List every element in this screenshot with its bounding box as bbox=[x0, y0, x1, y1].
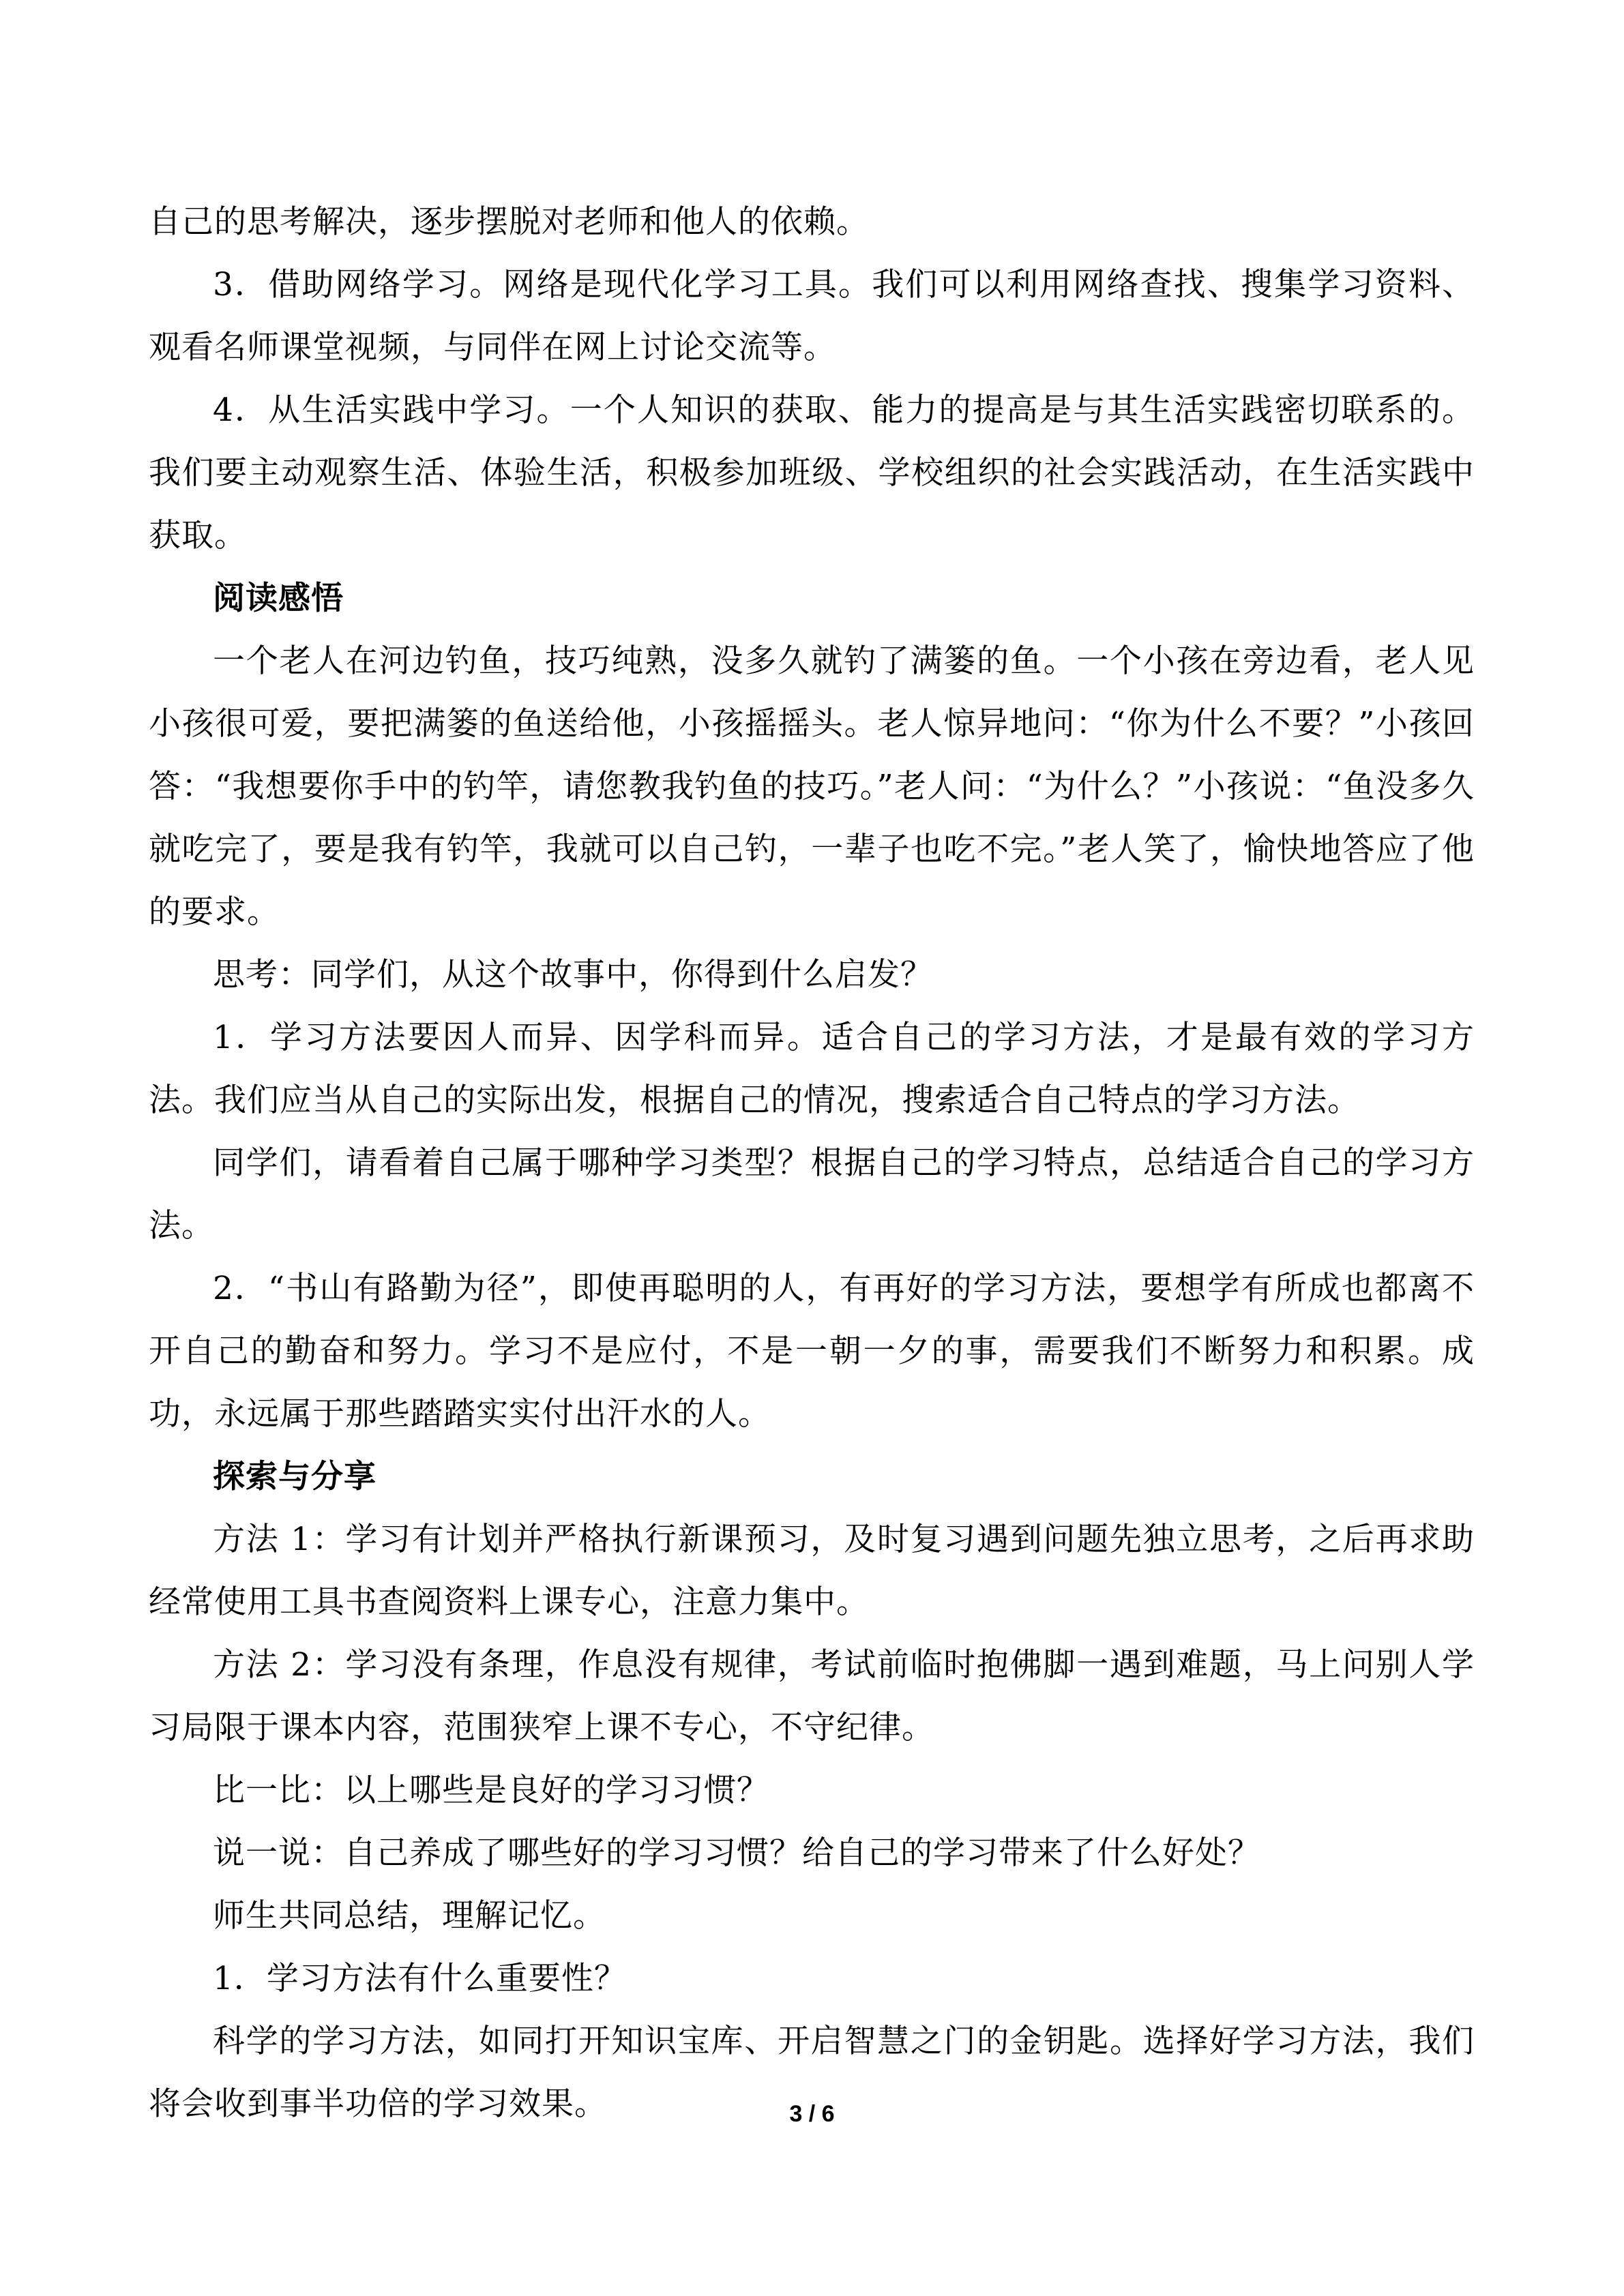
paragraph: 说一说：自己养成了哪些好的学习习惯？给自己的学习带来了什么好处？ bbox=[213, 1834, 1260, 1872]
paragraph: 师生共同总结，理解记忆。 bbox=[213, 1897, 606, 1935]
paragraph-method-2: 方法 2：学习没有条理，作息没有规律，考试前临时抱佛脚一遇到难题，马上问别人学习局限于课本内容，范围狭窄上课不专心，不守纪律。 bbox=[149, 1646, 1475, 1746]
paragraph: 同学们，请看着自己属于哪种学习类型？根据自己的学习特点，总结适合自己的学习方法。 bbox=[149, 1144, 1475, 1244]
paragraph: 2．“书山有路勤为径”，即使再聪明的人，有再好的学习方法，要想学有所成也都离不开自己的勤奋和努力。学习不是应付，不是一朝一夕的事，需要我们不断努力和积累。成功，永远属于那些踏踏实实付出汗水的人。 bbox=[149, 1270, 1475, 1433]
paragraph: 比一比：以上哪些是良好的学习习惯？ bbox=[213, 1772, 769, 1809]
paragraph-story: 一个老人在河边钓鱼，技巧纯熟，没多久就钓了满篓的鱼。一个小孩在旁边看，老人见小孩很可爱，要把满篓的鱼送给他，小孩摇摇头。老人惊异地问：“你为什么不要？”小孩回答：“我想要你手中的钓竿，请您教我钓鱼的技巧。”老人问：“为什么？”小孩说：“鱼没多久就吃完了，要是我有钓竿，我就可以自己钓，一辈子也吃不完。”老人笑了，愉快地答应了他的要求。 bbox=[149, 642, 1475, 931]
section-heading-explore: 探索与分享 bbox=[213, 1458, 377, 1495]
paragraph: 1．学习方法要因人而异、因学科而异。适合自己的学习方法，才是最有效的学习方法。我们应当从自己的实际出发，根据自己的情况，搜索适合自己特点的学习方法。 bbox=[149, 1019, 1475, 1119]
paragraph: 3．借助网络学习。网络是现代化学习工具。我们可以利用网络查找、搜集学习资料、观看名师课堂视频，与同伴在网上讨论交流等。 bbox=[149, 266, 1475, 366]
paragraph: 科学的学习方法，如同打开知识宝库、开启智慧之门的金钥匙。选择好学习方法，我们将会收到事半功倍的学习效果。 bbox=[149, 2023, 1475, 2123]
paragraph: 1．学习方法有什么重要性？ bbox=[213, 1960, 627, 1997]
page-number: 3 / 6 bbox=[789, 2101, 835, 2127]
paragraph: 自己的思考解决，逐步摆脱对老师和他人的依赖。 bbox=[149, 203, 869, 241]
paragraph: 4．从生活实践中学习。一个人知识的获取、能力的提高是与其生活实践密切联系的。我们要主动观察生活、体验生活，积极参加班级、学校组织的社会实践活动，在生活实践中获取。 bbox=[149, 391, 1475, 554]
section-heading-reading: 阅读感悟 bbox=[213, 580, 344, 617]
paragraph: 思考：同学们，从这个故事中，你得到什么启发？ bbox=[213, 956, 933, 994]
paragraph-method-1: 方法 1：学习有计划并严格执行新课预习，及时复习遇到问题先独立思考，之后再求助经常使用工具书查阅资料上课专心，注意力集中。 bbox=[149, 1521, 1475, 1621]
document-body bbox=[149, 191, 1475, 2136]
